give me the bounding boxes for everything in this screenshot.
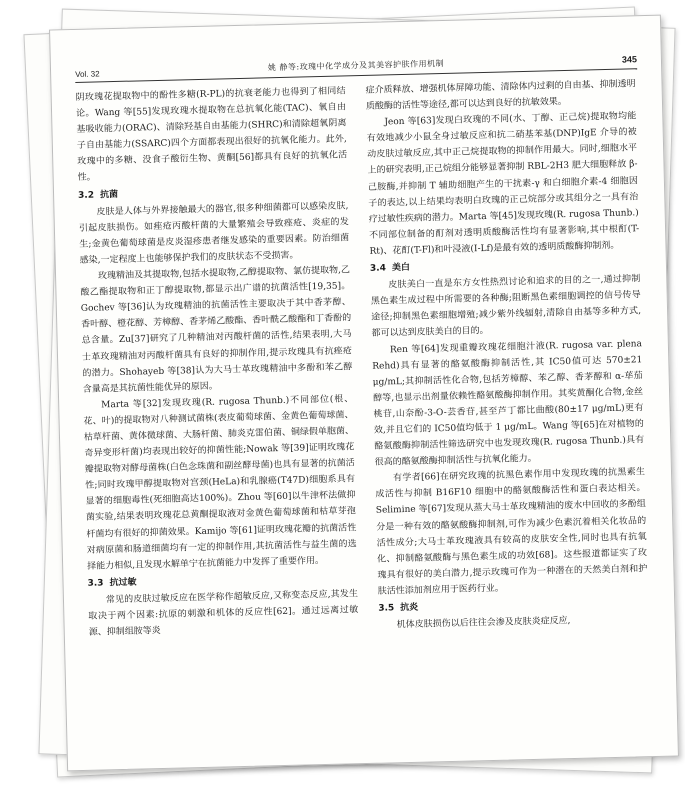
body-paragraph: 症介质释放、增强机体屏障功能、清除体内过剩的自由基、抑制透明质酸酶的活性等途径,都可以达到良好的抗敏效果。 — [365, 79, 636, 112]
body-paragraph: 玫瑰精油及其提取物,包括水提取物,乙醇提取物、氯仿提取物,乙酸乙酯提取物和正丁醇提取物,都显示出广谱的抗菌活性[19,35]。Gochev 等[36]认为玫瑰精油的抗菌活性主要取决于其中香茅醇、香叶醇、橙花醇、芳樟醇、香茅烯乙酸酯、香叶酰乙酸酯和丁香酚的总含量。Zu[37]研究了几种精油对丙酸杆菌的活性,结果表明,大马士革玫瑰精油对丙酸杆菌具有良好的抑制作用,提示玫瑰具有抗痤疮的潜力。Shohayeb 等[38]认为大马士革玫瑰精油中多酚和苯乙醇含量高是其抗菌性能优异的原因。 — [80, 265, 353, 395]
page-number: 345 — [621, 54, 638, 65]
section-number: 3.4 — [369, 263, 387, 274]
section-title: 抗过敏 — [109, 577, 137, 589]
section-number: 3.5 — [378, 603, 395, 614]
body-paragraph: 阴玫瑰花提取物中的酚性多糖(R-PL)的抗衰老能力也得到了相同结论。Wang 等[55]发现玫瑰水提取物在总抗氧化能(TAC)、氧自由基吸收能力(ORAC)、清除羟基自由基能力(SHRC)和清除超氧阴离子自由基能力(SSARC)四个方面都表现出很好的抗氧化能力。此外,玫瑰中的多糖、没食子酸衍生物、黄酮[56]都具有良好的抗氧化活性。 — [75, 86, 348, 184]
right-text-column — [365, 76, 648, 634]
volume-label: Vol. 32 — [75, 69, 100, 79]
body-paragraph: Ren 等[64]发现重瓣玫瑰花细胞汁液(R. rugosa var. plena Rehd)具有显著的酪氨酸酶抑制活性,其 IC50值可达 570±21 μg/mL;其抑制活性化合物,包括芳樟醇、苯乙醇、香茅醇和 α-荜茄醇等,也显示出剂量依赖性酪氨酸酶抑制作用。其奖黄酮化合物,金丝桃苷,山奈酚-3-O-芸香苷,甚至芦丁都比曲酸(80±17 μg/mL)更有效,并且它们的 IC50值均低于 1 μg/mL。Wang 等[65]在对植物的酪氨酸酶抑制活性筛选研究中也发现玫瑰(R. rugosa Thunb.)具有很高的酪氨酸酶抑制活性与抗氧化能力。 — [372, 338, 645, 468]
body-paragraph: Jeon 等[63]发现白玫瑰的不同(水、丁醇、正己烷)提取物均能有效地减少小鼠全身过敏反应和抗二硝基苯基(DNP)IgE 介导的被动皮肤过敏反应,其中正己烷提取物的抑制作用最大。同时,细胞水平上的研究表明,正己烷组分能够显著抑制 RBL-2H3 肥大细胞释放 β-己胺酶,并抑制 T 辅助细胞产生的干扰素-γ 和白细胞介素-4 细胞因子的表达,以上结果均表明白玫瑰的正己烷部分或其组分之一具有治疗过敏性疾病的潜力。Marta 等[45]发现玫瑰(R. rugosa Thunb.)不同部位制备的酊剂对透明质酸酶活性均有显著影响,其中根酊(T-Rt)、花酊(T-Fl)和叶浸液(I-Lf)是最有效的透明质酸酶抑制剂。 — [366, 111, 640, 257]
section-number: 3.3 — [87, 578, 104, 589]
section-title: 美白 — [391, 262, 411, 274]
body-paragraph: Marta 等[32]发现玫瑰(R. rugosa Thunb.)不同部位(根、花、叶)的提取物对八种测试菌株(表皮葡萄球菌、金黄色葡萄球菌、枯草杆菌、黄体微球菌、大肠杆菌、肺炎克雷伯菌、铜绿假单胞菌、奇异变形杆菌)均表现出较好的抑菌性能;Nowak 等[39]证明玫瑰花瓣提取物对酵母菌株(白色念珠菌和副丝酵母菌)也具有显著的抗菌活性;同时玫瑰甲醇提取物对宫颈(HeLa)和乳腺癌(T47D)细胞系具有显著的细胞毒性(死细胞高达100%)。Zhou 等[60]以牛津杯法做抑菌实验,结果表明玫瑰花总黄酮提取液对金黄色葡萄球菌和枯草芽孢杆菌均有很好的抑菌效果。Kamijo 等[61]证明玫瑰花瓣的抗菌活性对病原菌和肠道细菌均有一定的抑制作用,其抗菌活性与益生菌的选择能力相似,且发现水解单宁在抗菌能力中发挥了重要作用。 — [83, 394, 357, 572]
section-number: 3.2 — [77, 190, 95, 201]
body-paragraph: 皮肤美白一直是东方女性热烈讨论和追求的目的之一,通过抑制黑色素生成过程中所需要的各种酶;阻断黑色素细胞调控的信号传导途径;抑制黑色素细胞增殖;减少紫外线辐射,清除自由基等多种方式,都可以达到皮肤美白的目的。 — [370, 274, 642, 340]
section-title: 抗菌 — [99, 189, 119, 200]
running-head: 姚 静等:玫瑰中化学成分及其美容护肤作用机制 — [267, 58, 445, 73]
body-paragraph: 皮肤是人体与外界接触最大的器官,很多种细菌都可以感染皮肤,引起皮肤损伤。如痤疮丙酸杆菌的大量繁殖会导致痤疮、炎症的发生;金黄色葡萄球菌是皮炎湿疹患者继发感染的重要因素。防治细菌感染,一定程度上也能够保护我们的皮肤状态不受损害。 — [78, 200, 350, 266]
body-paragraph: 常见的皮肤过敏反应在医学称作超敏反应,又称变态反应,其发生取决于两个因素:抗原的刺激和机体的反应性[62]。通过远离过敏源、抑制组胺等炎 — [88, 589, 359, 638]
body-paragraph: 有学者[66]在研究玫瑰的抗黑色素作用中发现玫瑰的抗黑素生成活性与抑制 B16F10 细胞中的酪氨酸酶活性和蛋白表达相关。Selimine 等[67]发现从蒸大马士革玫瑰精油的废水中回收的多酚组分是一种有效的酪氨酸酶抑制剂,可作为减少色素沉着相关化妆品的活性成分;大马士革玫瑰液具有较高的皮肤安全性,同时也具有抗氧化、抑制酪氨酸酶与黑色素生成的功效[68]。这些报道都证实了玫瑰具有很好的美白潜力,提示玫瑰可作为一种潜在的天然美白剂和护肤活性添加剂应用于医药行业。 — [375, 467, 648, 597]
section-title: 抗炎 — [400, 602, 419, 614]
left-text-column — [76, 83, 359, 641]
journal-page — [49, 15, 679, 772]
body-paragraph: 机体皮肤损伤以后往往会渗及皮肤炎症反应, — [396, 616, 571, 631]
